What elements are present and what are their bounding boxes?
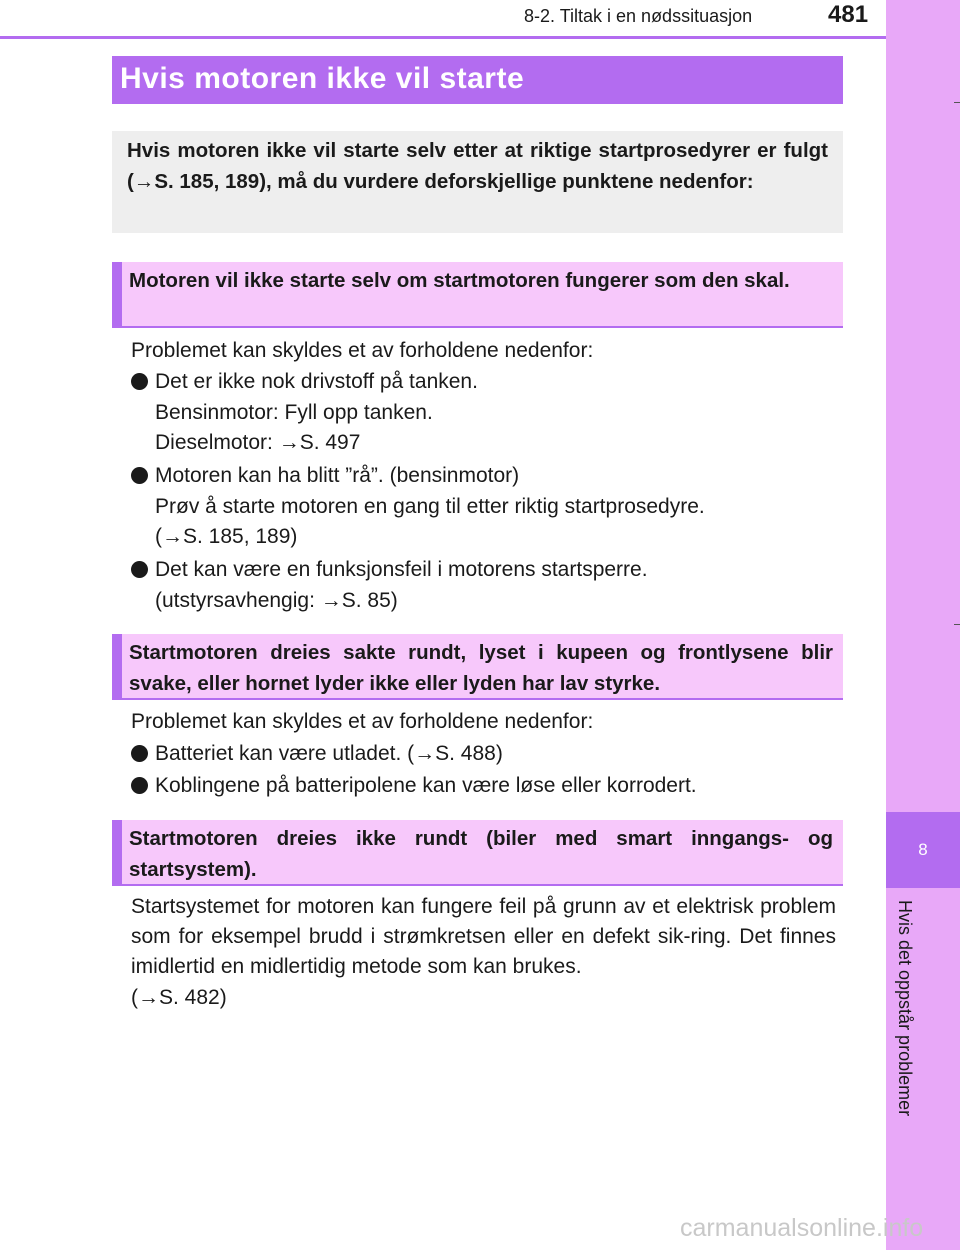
list-item-text: Motoren kan ha blitt ”rå”. (bensinmotor) bbox=[155, 464, 520, 487]
list-item-text: Det kan være en funksjonsfeil i motorens startsperre. bbox=[155, 558, 648, 581]
list-item-text: (utstyrsavhengig: →S. 85) bbox=[155, 589, 398, 612]
list-item-text: Dieselmotor: →S. 497 bbox=[155, 431, 361, 454]
chapter-number: 8 bbox=[918, 840, 928, 859]
bullet-icon bbox=[131, 745, 148, 762]
running-header-section: 8-2. Tiltak i en nødssituasjon bbox=[524, 6, 753, 26]
chapter-tab[interactable] bbox=[886, 812, 960, 888]
page-title: Hvis motoren ikke vil starte bbox=[120, 62, 525, 95]
list-item-text: Koblingene på batteripolene kan være løse eller korrodert. bbox=[155, 774, 697, 797]
section-lead: Problemet kan skyldes et av forholdene nedenfor: bbox=[131, 710, 594, 733]
section-header-text: Startmotoren dreies ikke rundt (biler med smart inngangs- og startsystem). bbox=[129, 827, 833, 881]
section-header-text: Startmotoren dreies sakte rundt, lyset i kupeen og frontlysene blir svake, eller hornet lyder ikke eller lyden har lav styrke. bbox=[129, 641, 833, 695]
chapter-title: Hvis det oppstår problemer bbox=[895, 900, 915, 1117]
list-item-text: Batteriet kan være utladet. (→S. 488) bbox=[155, 742, 503, 765]
bullet-icon bbox=[131, 467, 148, 484]
section-header bbox=[112, 820, 843, 886]
sidebar-tick bbox=[954, 102, 960, 103]
watermark: carmanualsonline.info bbox=[680, 1214, 924, 1242]
bullet-icon bbox=[131, 373, 148, 390]
section-body: Startsystemet for motoren kan fungere feil på grunn av et elektrisk problem som for eksempel brudd i strømkretsen eller en defekt sik-ring. Det finnes imidlertid en midlertidig metode som kan brukes. bbox=[131, 895, 836, 978]
sidebar-tick bbox=[954, 624, 960, 625]
page-title-bar bbox=[112, 56, 843, 104]
section-header bbox=[112, 262, 843, 328]
list-item-text: (→S. 185, 189) bbox=[155, 525, 298, 548]
intro-text: Hvis motoren ikke vil starte selv etter at riktige startprosedyrer er fulgt (→S. 185, 189), må du vurdere deforskjellige punktene nedenfor: bbox=[127, 139, 828, 193]
header-rule bbox=[0, 36, 886, 39]
section-lead: Problemet kan skyldes et av forholdene nedenfor: bbox=[131, 339, 594, 362]
list-item-text: Bensinmotor: Fyll opp tanken. bbox=[155, 401, 433, 424]
list-item-text: Prøv å starte motoren en gang til etter riktig startprosedyre. bbox=[155, 495, 705, 518]
section-header-text: Motoren vil ikke starte selv om startmotoren fungerer som den skal. bbox=[129, 269, 790, 292]
bullet-icon bbox=[131, 777, 148, 794]
page-number: 481 bbox=[828, 1, 869, 28]
intro-box bbox=[112, 131, 843, 233]
section-header bbox=[112, 634, 843, 700]
page-reference: (→S. 482) bbox=[131, 986, 227, 1009]
bullet-icon bbox=[131, 561, 148, 578]
list-item-text: Det er ikke nok drivstoff på tanken. bbox=[155, 370, 478, 393]
